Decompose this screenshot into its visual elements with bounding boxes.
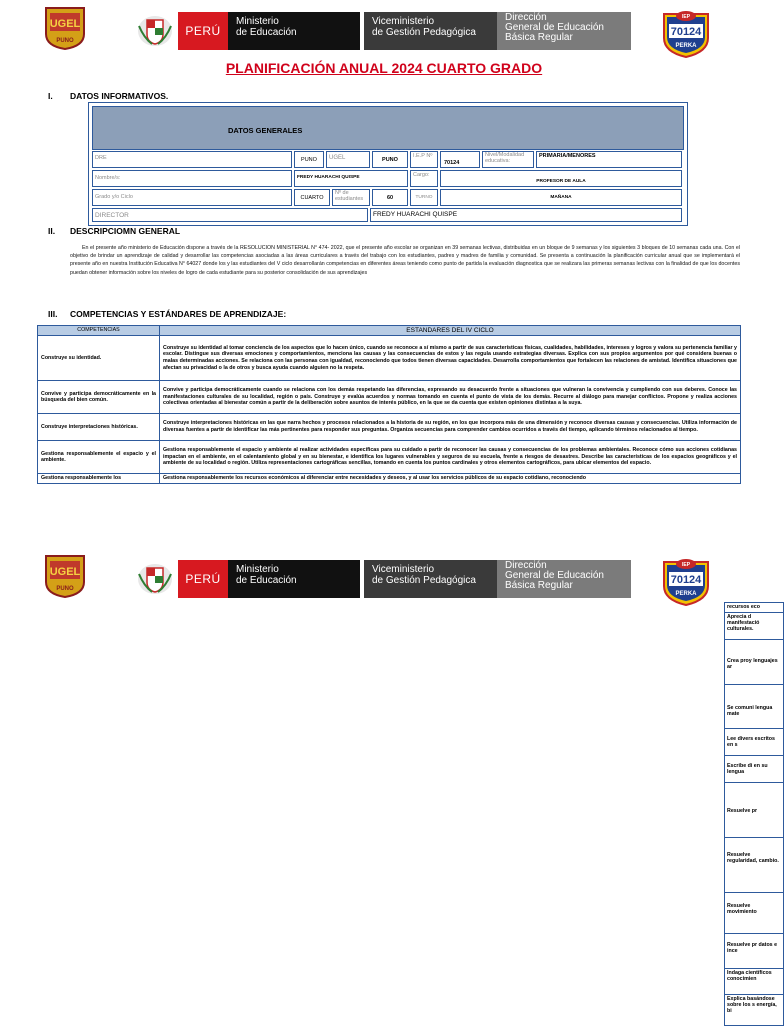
competencia-cell: Construye interpretaciones históricas. xyxy=(38,414,160,441)
estandar-cell: Convive y participa democráticamente cuando se relaciona con los demás respetando las diferencias, expresando su desacuerdo frente a situaciones que vulneran la convivencia y cumpliendo con sus deberes. Conoce las manifestaciones culturales de su localidad, región o país. Construye y evalúa acuerdos y normas tomando en cuenta el punto de vista de los demás. Recurre al diálogo para manejar conflictos. Propone y realiza acciones colectivas orientadas al bienestar común a partir de la deliberación sobre asuntos de interés público, en la que se da cuenta que existen opiniones distintas a la suya. xyxy=(160,381,741,414)
nombre-label: Nombre/s: xyxy=(92,170,292,187)
estandar-cell: Gestiona responsablemente el espacio y ambiente al realizar actividades específicas para su cuidado a partir de reconocer las causas y consecuencias de los problemas ambientales. Reconoce cómo sus acciones cotidianas impactan en el ambiente, en el calentamiento global y en su bienestar, e identifica los lugares vulnerables y seguros de su escuela, frente a riesgos de desastres. Describe las características de los espacios geográficos y el ambiente de su localidad o región. Utiliza representaciones cartográficas sencillas, tomando en cuenta los puntos cardinales y otros elementos cartográficos, para ubicar elementos del espacio. xyxy=(160,441,741,474)
list-item: recursos eco xyxy=(724,602,784,613)
turno-value: MAÑANA xyxy=(440,189,682,206)
school-code: 70124 xyxy=(670,26,702,38)
vice-line-1: Viceministerio xyxy=(372,564,435,575)
ugel-logo xyxy=(42,552,88,598)
list-item: Explica basándose sobre los s energía, bi xyxy=(724,994,784,1026)
ministerio-line-2: de Educación xyxy=(236,575,297,586)
table-row xyxy=(38,441,741,474)
dir-line-3: Básica Regular xyxy=(505,32,573,43)
section-2-number: II. xyxy=(48,226,56,236)
director-label: DIRECTOR xyxy=(92,208,368,222)
school-initials: IEP xyxy=(681,562,691,568)
vice-line-1: Viceministerio xyxy=(372,16,435,27)
ministerio-label xyxy=(228,12,360,50)
grado-value: CUARTO xyxy=(294,189,330,206)
list-item: Resuelve pr datos e ince xyxy=(724,933,784,969)
list-item: Aprecia d manifestació culturales. xyxy=(724,612,784,640)
estandar-cell: Construye su identidad al tomar conciencia de los aspectos que lo hacen único, cuando se reconoce a sí mismo a partir de sus características físicas, cualidades, habilidades, intereses y logros y valora su pertenencia familiar y escolar. Distingue sus diversas emociones y comportamientos, menciona las causas y las consecuencias de estos y las regula usando estrategias diversas. Explica con sus propios argumentos por qué considera buenas o malas determinadas acciones. Se relaciona con las personas con igualdad, reconociendo que todos tienen diversas capacidades. Desarrolla comportamientos que fortalecen las relaciones de amistad. Identifica situaciones que afectan su privacidad o la de otros y busca ayuda cuando alguien no la respeta. xyxy=(160,336,741,381)
school-badge-logo xyxy=(658,556,714,606)
school-name: PERKA xyxy=(675,43,697,49)
nombre-value: FREDY HUARACHI QUISPE xyxy=(294,170,408,187)
page-title-text: PLANIFICACIÓN ANUAL 2024 CUARTO GRADO xyxy=(225,60,543,76)
estandar-cell: Construye interpretaciones históricas en las que narra hechos y procesos relacionados a la historia de su región, en los que incorpora más de una dimensión y reconoce diversas causas y consecuencias. Utiliza información de diversas fuentes a partir de identificar las más pertinentes para responder sus preguntas. Organiza secuencias para comprender cambios ocurridos a través del tiempo, aplicando términos relacionados al tiempo. xyxy=(160,414,741,441)
datos-generales-table xyxy=(88,102,688,226)
list-item: Resuelve movimiento xyxy=(724,892,784,934)
section-3-heading xyxy=(48,309,286,319)
descripcion-paragraph: En el presente año ministerio de Educación dispone a través de la RESOLUCION MINISTERIAL N° 474- 2022, que el presente año escolar se organizan en 39 semanas lectivas, distribuidas en un bloque de 9 semanas y los siguientes 3 bloques de 10 semanas cada una. Con el objetivo de brindar un aprendizaje de calidad y desarrollar las competencias asociadas a las áreas curriculares a través del trabajo con los estudiantes, padres y madres de familia y comunidad. Se presenta a continuación la planificación curricular anual que se implementará el presente año en nuestra Institución Educativa N° 64027 donde los y las estudiantes del V ciclo desarrollarán competencias en diferentes áreas teniendo como punto de partida la evaluación diagnostica que se realizara las primeras semanas lectivas con la finalidad de que los docentes puedan obtener información sobre los niveles de logro de cada estudiante para su posterior consolidación de sus aprendizajes xyxy=(70,245,740,276)
estudiantes-label: Nº de estudiantes xyxy=(332,189,370,206)
list-item: Lee divers escritos en s xyxy=(724,728,784,756)
ugel-logo-text: UGEL xyxy=(49,18,81,30)
cargo-label: Cargo: xyxy=(410,170,438,187)
ugel-logo-sub: PUNO xyxy=(56,586,74,592)
competencia-cell: Construye su identidad. xyxy=(38,336,160,381)
cargo-value: PROFESOR DE AULA xyxy=(440,170,682,187)
dir-line-3: Básica Regular xyxy=(505,580,573,591)
dre-value: PUNO xyxy=(294,151,324,168)
table-row xyxy=(38,414,741,441)
section-3-number: III. xyxy=(48,309,58,319)
datos-generales-header xyxy=(92,106,684,150)
estandar-cell: Gestiona responsablemente los recursos económicos al diferenciar entre necesidades y deseos, y al usar los servicios públicos de su espacio cotidiano, reconociendo xyxy=(160,474,741,484)
ministerio-line-1: Ministerio xyxy=(236,16,279,27)
iep-value: 70124 xyxy=(440,151,480,168)
peru-shield-icon xyxy=(136,560,174,596)
ugel-logo-sub: PUNO xyxy=(56,38,74,44)
section-3-title: COMPETENCIAS Y ESTÁNDARES DE APRENDIZAJE: xyxy=(70,309,287,319)
section-2-title: DESCRIPCIOMN GENERAL xyxy=(70,226,181,236)
competencia-cell: Gestiona responsablemente los xyxy=(38,474,160,484)
table-row xyxy=(38,381,741,414)
competencias-table xyxy=(37,325,741,484)
table-row xyxy=(38,474,741,484)
competencias-col-header: COMPETENCIAS xyxy=(38,326,160,336)
competencias-header-row xyxy=(38,326,741,336)
viceministerio-label xyxy=(364,12,497,50)
iep-label: I.E.P Nº xyxy=(410,151,438,168)
estandares-col-header: ESTANDARES DEL IV CICLO xyxy=(160,326,741,336)
section-2-heading xyxy=(48,226,180,236)
competencia-cell: Convive y participa democráticamente en la búsqueda del bien común. xyxy=(38,381,160,414)
dir-line-1: Dirección xyxy=(505,12,547,23)
nivel-value: PRIMARIA/MENORES xyxy=(536,151,682,168)
list-item: Resuelve pr xyxy=(724,782,784,838)
grado-label: Grado y/o Ciclo xyxy=(92,189,292,206)
direccion-label xyxy=(497,12,631,50)
ugel-logo-text: UGEL xyxy=(49,566,81,578)
government-banner xyxy=(178,560,631,598)
list-item: Resuelve regularidad, cambio. xyxy=(724,837,784,893)
dre-label: DRE xyxy=(92,151,292,168)
list-item: Crea proy lenguajes ar xyxy=(724,639,784,685)
school-code: 70124 xyxy=(670,574,702,586)
government-banner xyxy=(178,12,631,50)
school-initials: IEP xyxy=(681,14,691,20)
nivel-label: Nivel/Modalidad educativa: xyxy=(482,151,534,168)
competencia-cell: Gestiona responsablemente el espacio y el ambiente. xyxy=(38,441,160,474)
viceministerio-label xyxy=(364,560,497,598)
vice-line-2: de Gestión Pedagógica xyxy=(372,575,476,586)
dir-line-2: General de Educación xyxy=(505,570,604,581)
direccion-label xyxy=(497,560,631,598)
list-item: Escribe di en su lengua xyxy=(724,755,784,783)
ugel-logo xyxy=(42,4,88,50)
ministerio-label xyxy=(228,560,360,598)
ugel-value: PUNO xyxy=(372,151,408,168)
peru-shield-icon xyxy=(136,12,174,48)
page-title xyxy=(0,60,768,78)
peru-label: PERÚ xyxy=(178,12,228,50)
vice-line-2: de Gestión Pedagógica xyxy=(372,27,476,38)
director-value: FREDY HUARACHI QUISPE xyxy=(370,208,682,222)
section-1-title: DATOS INFORMATIVOS. xyxy=(70,91,169,101)
ministerio-line-1: Ministerio xyxy=(236,564,279,575)
section-1-heading xyxy=(48,91,168,101)
ugel-label: UGEL xyxy=(326,151,370,168)
estudiantes-value: 60 xyxy=(372,189,408,206)
list-item: Se comuni lengua mate xyxy=(724,684,784,729)
page1-header xyxy=(0,0,768,60)
school-name: PERKA xyxy=(675,591,697,597)
turno-label: TURNO xyxy=(410,189,438,206)
table-row xyxy=(38,336,741,381)
page2-competencias-column xyxy=(724,602,779,1024)
dir-line-1: Dirección xyxy=(505,560,547,571)
datos-generales-header-text: DATOS GENERALES xyxy=(228,126,303,135)
school-badge-logo xyxy=(658,8,714,58)
list-item: Indaga científicos conocimien xyxy=(724,968,784,995)
dir-line-2: General de Educación xyxy=(505,22,604,33)
page2-header xyxy=(0,548,768,608)
ministerio-line-2: de Educación xyxy=(236,27,297,38)
peru-label: PERÚ xyxy=(178,560,228,598)
section-1-number: I. xyxy=(48,91,53,101)
